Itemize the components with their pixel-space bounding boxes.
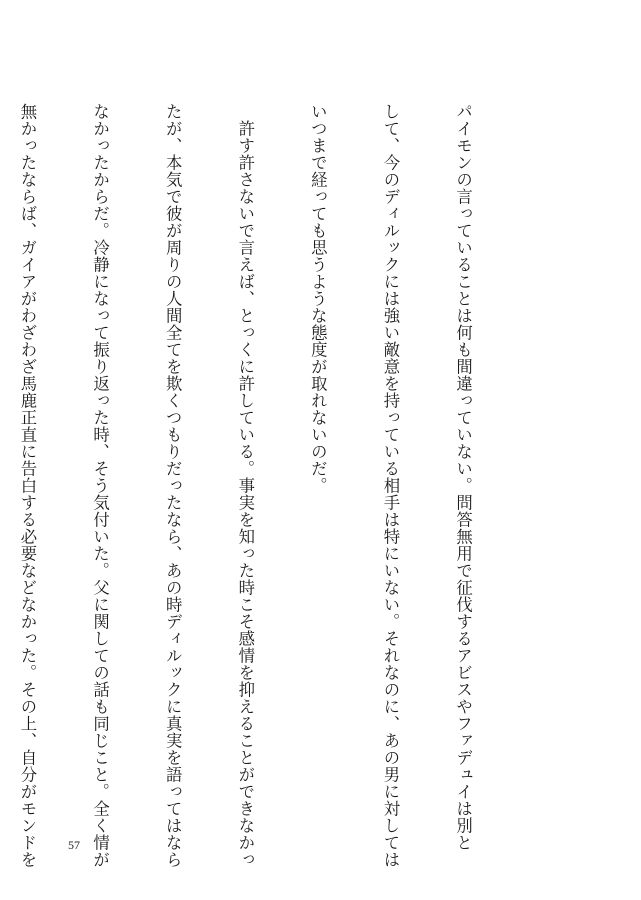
text-line: いつまで経っても思うような態度が取れないのだ。 bbox=[308, 103, 328, 494]
text-line: して、今のディルックには強い敵意を持っている相手は特にいない。それなのに、あの男に対しては bbox=[380, 103, 400, 868]
page-number: 57 bbox=[68, 838, 80, 852]
text-line: パイモンの言っていることは何も間違っていない。問答無用で征伐するアビスやファデュイは別と bbox=[453, 103, 473, 851]
text-line: 許す許さないで言えば、とっくに許している。事実を知った時こそ感情を抑えることができなかっ bbox=[235, 103, 255, 868]
text-line: 無かったならば、ガイアがわざわざ馬鹿正直に告白する必要などなかった。その上、自分がモンドを bbox=[17, 103, 37, 868]
text-line: なかったからだ。冷静になって振り返った時、そう気付いた。父に関しての話も同じこと。全く情が bbox=[90, 103, 110, 868]
text-line: たが、本気で彼が周りの人間全てを欺くつもりだったなら、あの時ディルックに真実を語ってはなら bbox=[163, 103, 183, 868]
